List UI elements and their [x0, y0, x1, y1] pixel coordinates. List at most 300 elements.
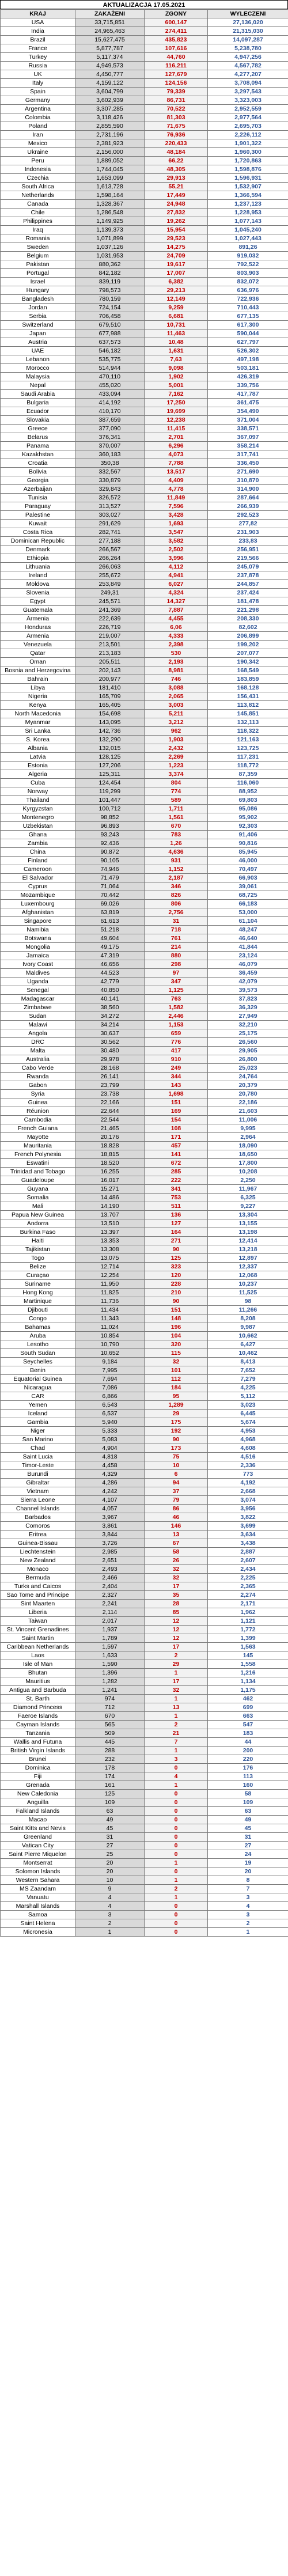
cell-infected: 2,466 [75, 1574, 145, 1582]
table-row [1, 44, 288, 53]
cell-deaths: 774 [145, 787, 208, 796]
cell-country: Papua New Guinea [1, 1211, 75, 1219]
cell-country: Switzerland [1, 321, 75, 329]
table-row [1, 139, 288, 148]
cell-deaths: 228 [145, 1280, 208, 1289]
table-row [1, 286, 288, 295]
table-row [1, 1919, 288, 1928]
cell-deaths: 746 [145, 675, 208, 684]
cell-country: Bhutan [1, 1669, 75, 1677]
cell-recovered: 24 [208, 1850, 288, 1859]
cell-deaths: 85 [145, 1608, 208, 1617]
cell-recovered: 200 [208, 1747, 288, 1755]
cell-country: Saint Pierre Miquelon [1, 1850, 75, 1859]
cell-deaths: 3 [145, 1755, 208, 1764]
cell-recovered: 46,640 [208, 934, 288, 943]
cell-recovered: 45 [208, 1824, 288, 1833]
table-row [1, 1522, 288, 1531]
cell-recovered: 1,596,931 [208, 174, 288, 183]
cell-infected: 46,656 [75, 960, 145, 969]
cell-infected: 125,311 [75, 770, 145, 779]
cell-deaths: 4,636 [145, 848, 208, 857]
cell-country: Wallis and Futuna [1, 1738, 75, 1747]
cell-deaths: 344 [145, 1073, 208, 1081]
cell-deaths: 15,954 [145, 226, 208, 234]
table-row [1, 813, 288, 822]
cell-deaths: 1,582 [145, 1003, 208, 1012]
cell-infected: 14,486 [75, 1194, 145, 1202]
table-row [1, 1617, 288, 1626]
cell-deaths: 125 [145, 1254, 208, 1263]
cell-deaths: 1,902 [145, 373, 208, 381]
table-row [1, 494, 288, 502]
cell-deaths: 457 [145, 1142, 208, 1150]
cell-country: Spain [1, 88, 75, 96]
table-row [1, 606, 288, 615]
cell-infected: 101,447 [75, 796, 145, 805]
table-row [1, 623, 288, 632]
cell-infected: 6,866 [75, 1392, 145, 1401]
cell-infected: 330,879 [75, 476, 145, 485]
cell-country: Brunei [1, 1755, 75, 1764]
cell-deaths: 26 [145, 1556, 208, 1565]
table-row [1, 1643, 288, 1651]
cell-deaths: 0 [145, 1842, 208, 1850]
cell-infected: 12,254 [75, 1271, 145, 1280]
cell-recovered: 11,525 [208, 1289, 288, 1297]
cell-deaths: 910 [145, 1055, 208, 1064]
cell-recovered: 11,266 [208, 1306, 288, 1314]
cell-infected: 16,255 [75, 1168, 145, 1176]
table-row [1, 329, 288, 338]
cell-deaths: 35 [145, 1591, 208, 1600]
cell-country: Belarus [1, 433, 75, 442]
page-title: AKTUALIZACJA 17.05.2021 [0, 0, 288, 9]
cell-recovered: 14,097,287 [208, 36, 288, 44]
table-row [1, 1254, 288, 1263]
cell-country: Colombia [1, 113, 75, 122]
cell-recovered: 10,208 [208, 1168, 288, 1176]
cell-infected: 5,117,374 [75, 53, 145, 62]
table-row [1, 1064, 288, 1073]
cell-infected: 1,139,373 [75, 226, 145, 234]
cell-recovered: 117,231 [208, 753, 288, 762]
cell-deaths: 1,903 [145, 736, 208, 744]
table-row [1, 641, 288, 649]
cell-country: Zimbabwe [1, 1003, 75, 1012]
cell-recovered: 271,690 [208, 468, 288, 476]
cell-deaths: 27,832 [145, 209, 208, 217]
cell-infected: 51,218 [75, 926, 145, 934]
cell-country: Denmark [1, 545, 75, 554]
table-row [1, 1712, 288, 1721]
cell-country: Samoa [1, 1911, 75, 1919]
cell-deaths: 120 [145, 1271, 208, 1280]
cell-deaths: 783 [145, 831, 208, 839]
cell-country: Argentina [1, 105, 75, 113]
cell-country: Italy [1, 79, 75, 88]
cell-infected: 200,977 [75, 675, 145, 684]
cell-deaths: 2,756 [145, 908, 208, 917]
table-row [1, 1366, 288, 1375]
table-row [1, 1297, 288, 1306]
cell-recovered: 1,598,876 [208, 165, 288, 174]
cell-country: Russia [1, 62, 75, 70]
cell-country: Madagascar [1, 995, 75, 1003]
cell-infected: 30,480 [75, 1047, 145, 1055]
cell-country: Guinea [1, 1098, 75, 1107]
cell-deaths: 29,213 [145, 286, 208, 295]
cell-infected: 535,775 [75, 355, 145, 364]
cell-recovered: 98 [208, 1297, 288, 1306]
cell-infected: 61,613 [75, 917, 145, 926]
table-row [1, 347, 288, 355]
cell-deaths: 4 [145, 1772, 208, 1781]
header-country: KRAJ [1, 10, 75, 18]
cell-recovered: 4,516 [208, 1453, 288, 1461]
table-row [1, 200, 288, 209]
table-row [1, 1306, 288, 1314]
cell-recovered: 2 [208, 1919, 288, 1928]
cell-infected: 40,141 [75, 995, 145, 1003]
cell-recovered: 338,571 [208, 425, 288, 433]
cell-deaths: 962 [145, 727, 208, 736]
cell-infected: 3 [75, 1911, 145, 1919]
cell-country: Cayman Islands [1, 1721, 75, 1729]
cell-infected: 1,889,052 [75, 157, 145, 165]
cell-recovered: 221,298 [208, 606, 288, 615]
cell-country: Laos [1, 1651, 75, 1660]
cell-country: Kenya [1, 701, 75, 710]
table-row [1, 36, 288, 44]
cell-country: Vatican City [1, 1842, 75, 1850]
cell-recovered: 1,175 [208, 1686, 288, 1695]
table-row [1, 511, 288, 520]
cell-recovered: 13,155 [208, 1219, 288, 1228]
cell-country: Malawi [1, 1021, 75, 1029]
table-row [1, 727, 288, 736]
cell-deaths: 151 [145, 1098, 208, 1107]
cell-country: Namibia [1, 926, 75, 934]
cell-infected: 780,159 [75, 295, 145, 304]
cell-country: Western Sahara [1, 1876, 75, 1885]
cell-deaths: 12,149 [145, 295, 208, 304]
cell-recovered: 3,323,003 [208, 96, 288, 105]
table-row [1, 399, 288, 407]
cell-country: CAR [1, 1392, 75, 1401]
cell-infected: 28,168 [75, 1064, 145, 1073]
cell-deaths: 2,187 [145, 874, 208, 882]
table-row [1, 900, 288, 908]
cell-country: Seychelles [1, 1358, 75, 1366]
cell-infected: 360,183 [75, 450, 145, 459]
cell-recovered: 46,000 [208, 857, 288, 865]
table-row [1, 433, 288, 442]
cell-recovered: 832,072 [208, 278, 288, 286]
cell-recovered: 617,300 [208, 321, 288, 329]
cell-infected: 205,511 [75, 658, 145, 666]
cell-deaths: 97 [145, 969, 208, 978]
cell-recovered: 6,427 [208, 1340, 288, 1349]
cell-infected: 109 [75, 1798, 145, 1807]
cell-infected: 7,995 [75, 1366, 145, 1375]
cell-infected: 29,978 [75, 1055, 145, 1064]
cell-recovered: 17,800 [208, 1159, 288, 1168]
cell-deaths: 1,693 [145, 520, 208, 528]
cell-deaths: 7,887 [145, 606, 208, 615]
cell-recovered: 699 [208, 1703, 288, 1712]
cell-deaths: 17,449 [145, 191, 208, 200]
cell-infected: 1,396 [75, 1669, 145, 1677]
cell-recovered: 87,359 [208, 770, 288, 779]
cell-infected: 10 [75, 1876, 145, 1885]
cell-deaths: 6,296 [145, 442, 208, 450]
cell-infected: 4,949,573 [75, 62, 145, 70]
table-row [1, 18, 288, 27]
cell-recovered: 18,090 [208, 1142, 288, 1150]
cell-country: Kyrgyzstan [1, 805, 75, 813]
cell-country: Portugal [1, 269, 75, 278]
cell-country: Moldova [1, 580, 75, 589]
table-row [1, 183, 288, 191]
cell-recovered: 116,060 [208, 779, 288, 787]
cell-deaths: 672 [145, 1159, 208, 1168]
cell-recovered: 66,183 [208, 900, 288, 908]
cell-infected: 839,119 [75, 278, 145, 286]
cell-recovered: 5,674 [208, 1418, 288, 1427]
cell-country: Sri Lanka [1, 727, 75, 736]
cell-recovered: 1,045,240 [208, 226, 288, 234]
cell-infected: 38,560 [75, 1003, 145, 1012]
cell-country: Dominica [1, 1764, 75, 1772]
cell-deaths: 24,948 [145, 200, 208, 209]
table-row [1, 1159, 288, 1168]
table-row [1, 684, 288, 692]
table-row [1, 148, 288, 157]
cell-country: Turkey [1, 53, 75, 62]
cell-deaths: 2,269 [145, 753, 208, 762]
cell-recovered: 113,812 [208, 701, 288, 710]
table-row [1, 960, 288, 969]
cell-infected: 11,434 [75, 1306, 145, 1314]
cell-deaths: 90 [145, 1297, 208, 1306]
table-row [1, 70, 288, 79]
table-row [1, 666, 288, 675]
cell-country: Saudi Arabia [1, 390, 75, 399]
cell-deaths: 274,411 [145, 27, 208, 36]
cell-recovered: 69,803 [208, 796, 288, 805]
cell-deaths: 9,098 [145, 364, 208, 373]
cell-deaths: 4,333 [145, 632, 208, 641]
cell-infected: 20 [75, 1859, 145, 1867]
cell-country: Nepal [1, 381, 75, 390]
cell-deaths: 24,709 [145, 252, 208, 260]
cell-deaths: 19,699 [145, 407, 208, 416]
table-row [1, 908, 288, 917]
cell-country: Malaysia [1, 373, 75, 381]
cell-infected: 5,940 [75, 1418, 145, 1427]
cell-recovered: 168,549 [208, 666, 288, 675]
cell-recovered: 1,772 [208, 1626, 288, 1634]
table-row [1, 563, 288, 571]
cell-deaths: 17 [145, 1582, 208, 1591]
cell-deaths: 5,211 [145, 710, 208, 718]
cell-recovered: 44 [208, 1738, 288, 1747]
cell-country: Caribbean Netherlands [1, 1643, 75, 1651]
cell-country: El Salvador [1, 874, 75, 882]
table-row [1, 1608, 288, 1617]
cell-infected: 4,904 [75, 1444, 145, 1453]
cell-recovered: 336,450 [208, 459, 288, 468]
cell-deaths: 2 [145, 1651, 208, 1660]
cell-country: Senegal [1, 986, 75, 995]
cell-deaths: 11,849 [145, 494, 208, 502]
cell-infected: 96,893 [75, 822, 145, 831]
cell-recovered: 12,414 [208, 1237, 288, 1245]
cell-recovered: 118,772 [208, 762, 288, 770]
cell-recovered: 4,192 [208, 1479, 288, 1487]
cell-infected: 1,613,728 [75, 183, 145, 191]
cell-deaths: 101 [145, 1366, 208, 1375]
cell-recovered: 245,079 [208, 563, 288, 571]
cell-infected: 1,031,953 [75, 252, 145, 260]
table-row [1, 1781, 288, 1790]
cell-country: Japan [1, 329, 75, 338]
cell-infected: 2,327 [75, 1591, 145, 1600]
cell-infected: 4,107 [75, 1496, 145, 1505]
cell-deaths: 143 [145, 1081, 208, 1090]
cell-deaths: 1,711 [145, 805, 208, 813]
cell-recovered: 4,608 [208, 1444, 288, 1453]
table-row [1, 805, 288, 813]
cell-recovered: 722,936 [208, 295, 288, 304]
cell-deaths: 86,731 [145, 96, 208, 105]
cell-country: Sint Maarten [1, 1600, 75, 1608]
cell-recovered: 220 [208, 1755, 288, 1764]
cell-infected: 6,543 [75, 1401, 145, 1410]
cell-country: China [1, 848, 75, 857]
cell-country: Liberia [1, 1608, 75, 1617]
table-row [1, 1098, 288, 1107]
cell-recovered: 231,903 [208, 528, 288, 537]
cell-infected: 1,590 [75, 1660, 145, 1669]
table-row [1, 882, 288, 891]
cell-country: Equatorial Guinea [1, 1375, 75, 1384]
cell-recovered: 183,859 [208, 675, 288, 684]
cell-country: Trinidad and Tobago [1, 1168, 75, 1176]
table-row [1, 1721, 288, 1729]
cell-country: New Zealand [1, 1556, 75, 1565]
table-row [1, 1073, 288, 1081]
table-row [1, 338, 288, 347]
cell-country: Kazakhstan [1, 450, 75, 459]
cell-infected: 213,183 [75, 649, 145, 658]
cell-infected: 253,849 [75, 580, 145, 589]
cell-deaths: 11,463 [145, 329, 208, 338]
cell-infected: 40,850 [75, 986, 145, 995]
cell-deaths: 880 [145, 952, 208, 960]
header-deaths: ZGONY [145, 10, 208, 18]
cell-recovered: 317,741 [208, 450, 288, 459]
cell-country: Maldives [1, 969, 75, 978]
cell-country: Haiti [1, 1237, 75, 1245]
cell-country: Mexico [1, 139, 75, 148]
table-row [1, 537, 288, 545]
table-row [1, 381, 288, 390]
cell-deaths: 1 [145, 1695, 208, 1703]
cell-deaths: 1,125 [145, 986, 208, 995]
table-row [1, 1487, 288, 1496]
table-row [1, 1772, 288, 1781]
cell-infected: 3,118,426 [75, 113, 145, 122]
cell-country: Estonia [1, 762, 75, 770]
cell-recovered: 113 [208, 1772, 288, 1781]
cell-deaths: 4,073 [145, 450, 208, 459]
cell-deaths: 31 [145, 917, 208, 926]
cell-infected: 174 [75, 1772, 145, 1781]
table-row [1, 1055, 288, 1064]
cell-country: Isle of Man [1, 1660, 75, 1669]
cell-recovered: 123,725 [208, 744, 288, 753]
cell-deaths: 173 [145, 1444, 208, 1453]
cell-country: Armenia [1, 615, 75, 623]
cell-deaths: 4,455 [145, 615, 208, 623]
cell-country: Cyprus [1, 882, 75, 891]
cell-recovered: 1,399 [208, 1634, 288, 1643]
cell-country: Zambia [1, 839, 75, 848]
cell-country: Liechtenstein [1, 1548, 75, 1556]
cell-recovered: 160 [208, 1781, 288, 1790]
cell-infected: 2,855,590 [75, 122, 145, 131]
cell-deaths: 10 [145, 1461, 208, 1470]
cell-deaths: 124,156 [145, 79, 208, 88]
cell-recovered: 361,475 [208, 399, 288, 407]
cell-recovered: 2,171 [208, 1600, 288, 1608]
cell-infected: 12,714 [75, 1263, 145, 1271]
cell-infected: 24,965,463 [75, 27, 145, 36]
table-row [1, 1695, 288, 1703]
cell-recovered: 190,342 [208, 658, 288, 666]
cell-deaths: 71,675 [145, 122, 208, 131]
cell-deaths: 13,517 [145, 468, 208, 476]
cell-recovered: 27,136,020 [208, 18, 288, 27]
cell-country: Guatemala [1, 606, 75, 615]
table-row [1, 649, 288, 658]
table-row [1, 701, 288, 710]
cell-recovered: 1,121 [208, 1617, 288, 1626]
cell-infected: 74,946 [75, 865, 145, 874]
cell-country: USA [1, 18, 75, 27]
cell-country: Guyana [1, 1185, 75, 1194]
cell-infected: 1,597 [75, 1643, 145, 1651]
table-row [1, 589, 288, 597]
table-row [1, 1245, 288, 1254]
cell-deaths: 2,398 [145, 641, 208, 649]
cell-country: Jordan [1, 304, 75, 312]
cell-infected: 34,214 [75, 1021, 145, 1029]
cell-recovered: 58 [208, 1790, 288, 1798]
table-row [1, 1928, 288, 1937]
cell-infected: 63,819 [75, 908, 145, 917]
cell-deaths: 1,289 [145, 1401, 208, 1410]
cell-deaths: 70,522 [145, 105, 208, 113]
cell-country: Netherlands [1, 191, 75, 200]
cell-recovered: 95,902 [208, 813, 288, 822]
cell-deaths: 32 [145, 1574, 208, 1582]
table-row [1, 1703, 288, 1712]
cell-country: Ethiopia [1, 554, 75, 563]
cell-country: Malta [1, 1047, 75, 1055]
